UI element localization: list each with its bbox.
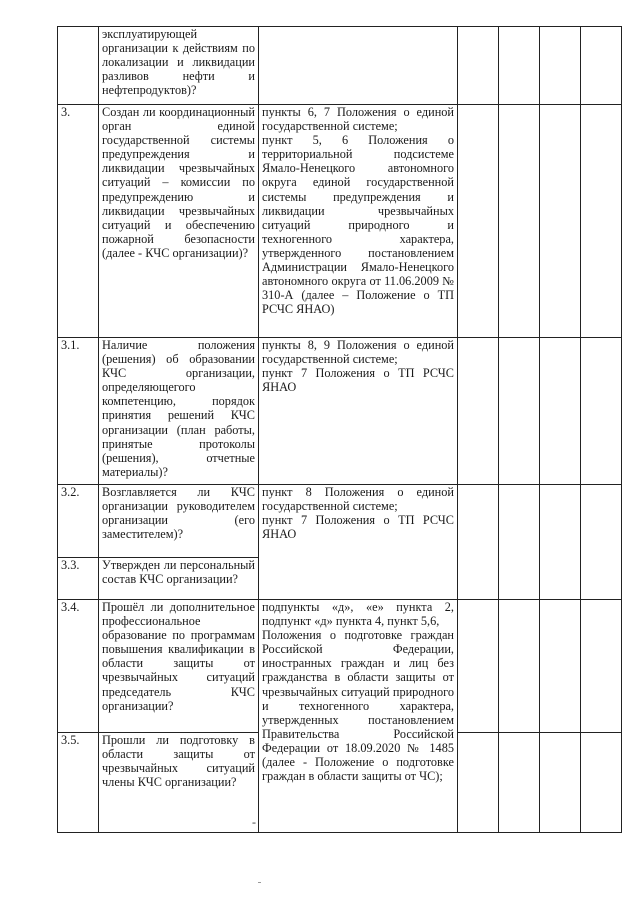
table-row: [58, 338, 622, 485]
empty-cell: [499, 338, 540, 485]
question-cell: Утвержден ли персональный состав КЧС организации?: [99, 558, 259, 600]
checklist-table: [57, 26, 622, 833]
question-cell: Возглавляется ли КЧС организации руководителем организации (его заместителем)?: [99, 485, 259, 558]
empty-cell: [581, 600, 622, 733]
empty-cell: [540, 485, 581, 600]
empty-cell: [499, 733, 540, 833]
empty-cell: [499, 105, 540, 338]
question-cell: Прошли ли подготовку в области защиты от чрезвычайных ситуаций члены КЧС организации?: [99, 733, 259, 833]
row-number: 3.5.: [58, 733, 99, 833]
empty-cell: [499, 485, 540, 600]
scan-speck: [258, 882, 261, 883]
empty-cell: [458, 105, 499, 338]
empty-cell: [581, 338, 622, 485]
empty-cell: [540, 27, 581, 105]
table-row: [58, 600, 622, 733]
row-number: [58, 27, 99, 105]
row-number: 3.3.: [58, 558, 99, 600]
empty-cell: [458, 600, 499, 733]
question-cell: эксплуатирующей организации к действиям по локализации и ликвидации разливов нефти и нефтепродуктов)?: [99, 27, 259, 105]
margin-mark: -: [252, 815, 256, 829]
empty-cell: [540, 733, 581, 833]
empty-cell: [581, 485, 622, 600]
empty-cell: [581, 733, 622, 833]
table-row: [58, 27, 622, 105]
empty-cell: [458, 338, 499, 485]
reference-cell: подпункты «д», «е» пункта 2, подпункт «д» пункта 4, пункт 5,6, Положения о подготовке граждан Российской Федерации, иностранных граждан и лиц без гражданства в области защиты от чрезвычайных ситуаций природного и техногенного характера, утвержденных постановлением Правительства Российской Федерации от 18.09.2020 № 1485 (далее - Положение о подготовке граждан в области защиты от ЧС);: [259, 600, 458, 833]
row-number: 3.2.: [58, 485, 99, 558]
empty-cell: [458, 485, 499, 600]
empty-cell: [540, 338, 581, 485]
empty-cell: [540, 600, 581, 733]
empty-cell: [540, 105, 581, 338]
reference-cell: [259, 27, 458, 105]
question-cell: Прошёл ли дополнительное профессиональное образование по программам повышения квалификации в области защиты от чрезвычайных ситуаций председатель КЧС организации?: [99, 600, 259, 733]
empty-cell: [581, 105, 622, 338]
empty-cell: [499, 600, 540, 733]
reference-cell: пункты 6, 7 Положения о единой государственной системе; пункт 5, 6 Положения о территориальной подсистеме Ямало-Ненецкого автономного округа единой государственной системы предупреждения и ликвидации чрезвычайных ситуаций природного и техногенного характера, утвержденного постановлением Администрации Ямало-Ненецкого автономного округа от 11.06.2009 № 310-А (далее – Положение о ТП РСЧС ЯНАО): [259, 105, 458, 338]
question-cell: Создан ли координационный орган единой государственной системы предупреждения и ликвидации чрезвычайных ситуаций – комиссии по предупреждению и ликвидации чрезвычайных ситуаций и обеспечению пожарной безопасности (далее - КЧС организации)?: [99, 105, 259, 338]
row-number: 3.4.: [58, 600, 99, 733]
reference-cell: пункты 8, 9 Положения о единой государственной системе; пункт 7 Положения о ТП РСЧС ЯНАО: [259, 338, 458, 485]
question-cell: Наличие положения (решения) об образовании КЧС организации, определяющегого компетенцию, порядок принятия решений КЧС организации (план работы, принятые протоколы (решения), отчетные материалы)?: [99, 338, 259, 485]
empty-cell: [499, 27, 540, 105]
empty-cell: [581, 27, 622, 105]
empty-cell: [458, 733, 499, 833]
empty-cell: [458, 27, 499, 105]
reference-cell: пункт 8 Положения о единой государственной системе; пункт 7 Положения о ТП РСЧС ЯНАО: [259, 485, 458, 600]
table-row: [58, 485, 622, 558]
row-number: 3.: [58, 105, 99, 338]
table-row: [58, 105, 622, 338]
row-number: 3.1.: [58, 338, 99, 485]
